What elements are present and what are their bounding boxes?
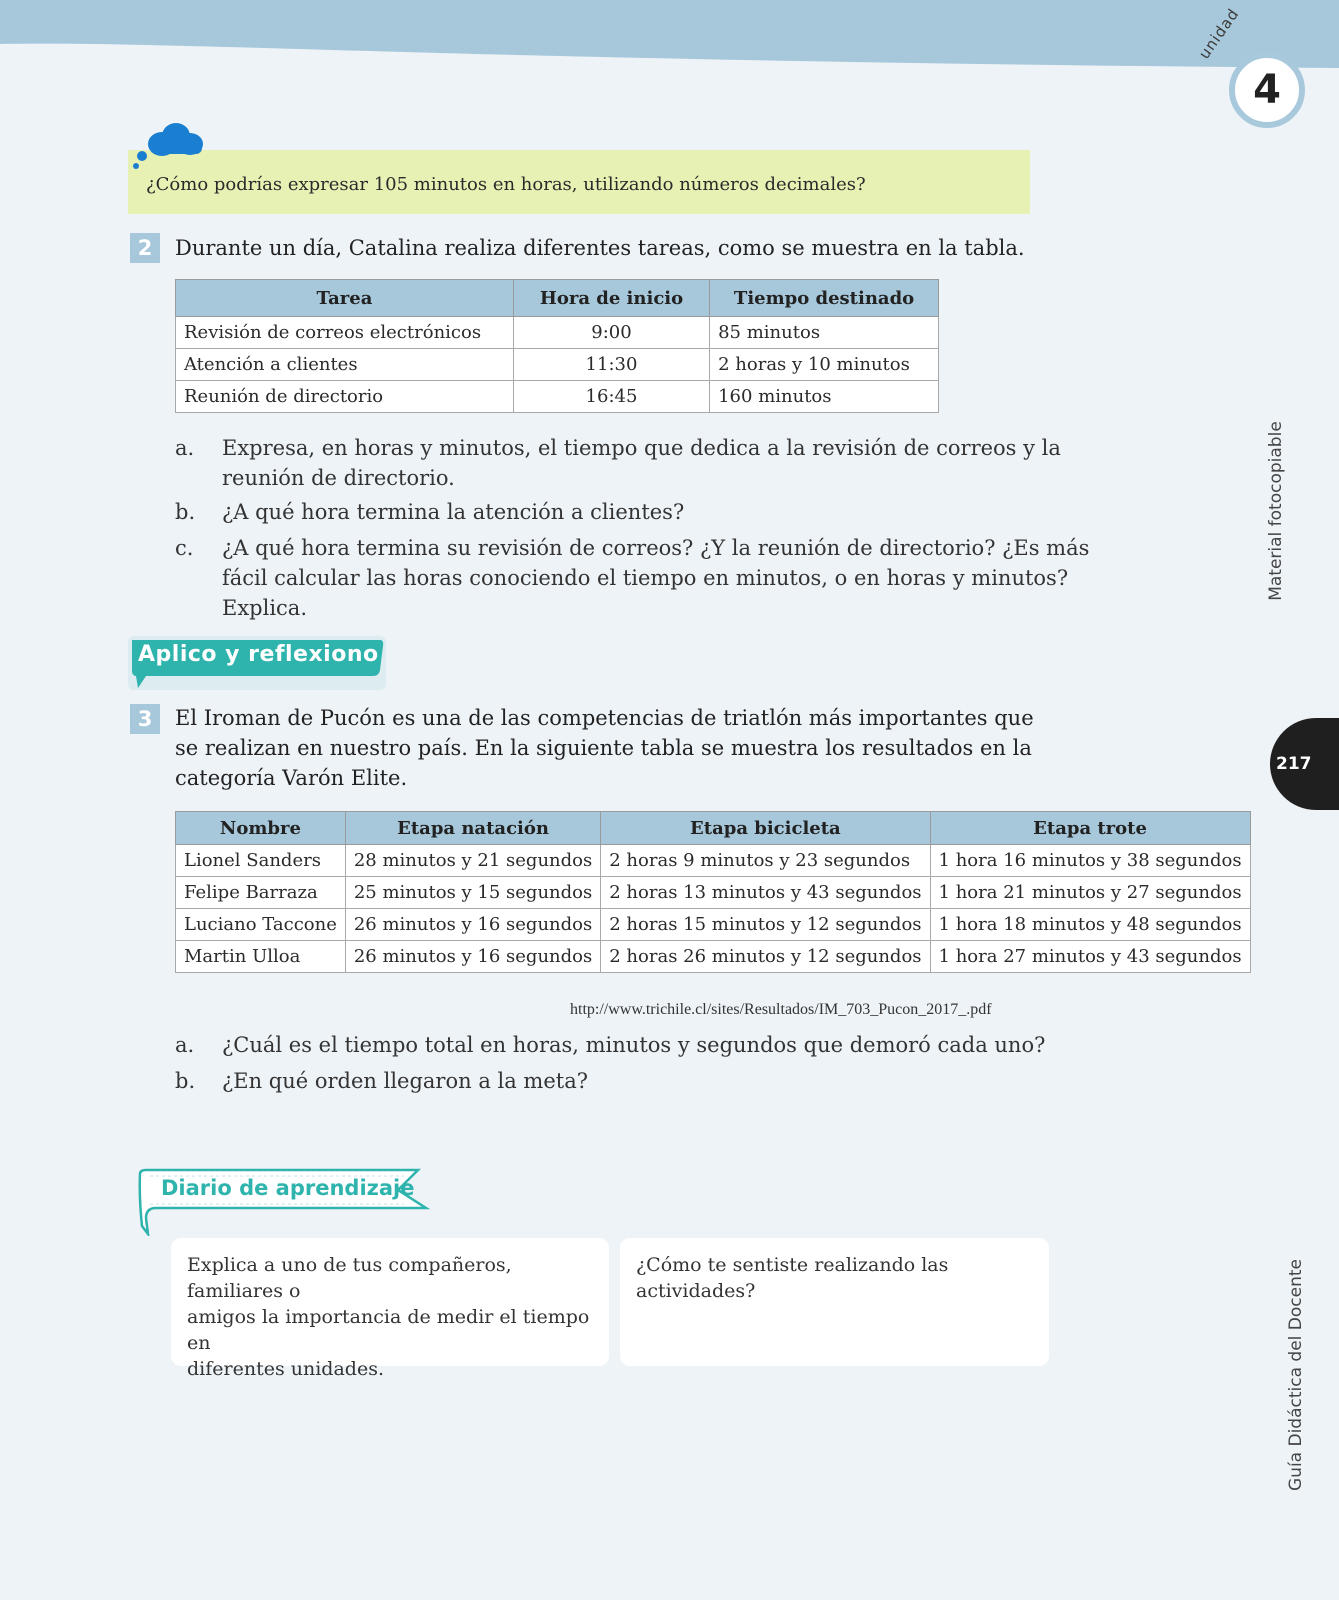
item-text-line: ¿A qué hora termina la atención a clientes? — [222, 500, 685, 524]
table-cell: 2 horas 15 minutos y 12 segundos — [601, 909, 930, 941]
table-cell: 160 minutos — [710, 381, 939, 413]
item-text-line: Explica. — [222, 596, 308, 620]
journal-line: diferentes unidades. — [187, 1358, 384, 1380]
question-box — [128, 150, 1030, 214]
side-label-guide: Guía Didáctica del Docente — [1286, 1259, 1306, 1491]
diario-title: Diario de aprendizaje — [161, 1176, 415, 1200]
table-header: Etapa natación — [345, 812, 600, 845]
table-cell: Martin Ulloa — [176, 941, 346, 973]
item-label: b. — [175, 1069, 196, 1093]
item-label: a. — [175, 1033, 195, 1057]
item-text-line: fácil calcular las horas conociendo el tiempo en minutos, o en horas y minutos? — [222, 566, 1069, 590]
tasks-table — [175, 279, 939, 413]
table-cell: 11:30 — [513, 349, 709, 381]
item-label: b. — [175, 500, 196, 524]
table-header: Etapa bicicleta — [601, 812, 930, 845]
section-banner — [128, 636, 388, 696]
table-cell: 9:00 — [513, 317, 709, 349]
unit-indicator — [1195, 4, 1315, 128]
item-text: ¿Cuál es el tiempo total en horas, minutos y segundos que demoró cada uno? — [222, 1033, 1046, 1057]
exercise3-prompt — [175, 703, 1034, 793]
journal-line: amigos la importancia de medir el tiempo en — [187, 1306, 590, 1354]
table-row — [176, 877, 1251, 909]
table-cell: Lionel Sanders — [176, 845, 346, 877]
table-cell: 2 horas 9 minutos y 23 segundos — [601, 845, 930, 877]
journal-line: ¿Cómo te sentiste realizando las actividades? — [636, 1254, 949, 1302]
prompt-line: El Iroman de Pucón es una de las competencias de triatlón más importantes que — [175, 706, 1034, 730]
diario-banner — [136, 1168, 436, 1236]
table-cell: Atención a clientes — [176, 349, 514, 381]
journal-box — [620, 1238, 1049, 1366]
item-text: ¿En qué orden llegaron a la meta? — [222, 1069, 588, 1093]
table-header: Nombre — [176, 812, 346, 845]
table-row — [176, 317, 939, 349]
exercise-number-badge: 3 — [130, 704, 160, 734]
prompt-line: categoría Varón Elite. — [175, 766, 408, 790]
table-row — [176, 381, 939, 413]
table-row — [176, 349, 939, 381]
table-cell: Reunión de directorio — [176, 381, 514, 413]
table-cell: 16:45 — [513, 381, 709, 413]
section-banner-title: Aplico y reflexiono — [138, 642, 379, 667]
item-label: a. — [175, 436, 195, 460]
results-table — [175, 811, 1251, 973]
thought-cloud-icon — [130, 116, 210, 176]
item-text-line: ¿A qué hora termina su revisión de correos? ¿Y la reunión de directorio? ¿Es más — [222, 536, 1090, 560]
table-cell: 2 horas y 10 minutos — [710, 349, 939, 381]
table-cell: Revisión de correos electrónicos — [176, 317, 514, 349]
unit-word: unidad — [1195, 4, 1243, 63]
table-cell: 1 hora 21 minutos y 27 segundos — [930, 877, 1250, 909]
table-header: Etapa trote — [930, 812, 1250, 845]
exercise2-prompt: Durante un día, Catalina realiza diferentes tareas, como se muestra en la tabla. — [175, 236, 1025, 260]
exercise-number-badge: 2 — [130, 233, 160, 263]
table-cell: 26 minutos y 16 segundos — [345, 941, 600, 973]
table-header-row — [176, 280, 939, 317]
item-text-line: Expresa, en horas y minutos, el tiempo que dedica a la revisión de correos y la — [222, 436, 1061, 460]
table-row — [176, 845, 1251, 877]
table-cell: 1 hora 18 minutos y 48 segundos — [930, 909, 1250, 941]
source-link[interactable]: http://www.trichile.cl/sites/Resultados/IM_703_Pucon_2017_.pdf — [570, 1001, 992, 1018]
table-cell: 1 hora 27 minutos y 43 segundos — [930, 941, 1250, 973]
unit-number: 4 — [1229, 52, 1305, 128]
item-label: c. — [175, 536, 194, 560]
table-cell: 2 horas 13 minutos y 43 segundos — [601, 877, 930, 909]
item-text-line: reunión de directorio. — [222, 466, 455, 490]
table-header: Tarea — [176, 280, 514, 317]
table-header: Hora de inicio — [513, 280, 709, 317]
top-band — [0, 0, 1339, 80]
table-header: Tiempo destinado — [710, 280, 939, 317]
page-number: 217 — [1276, 754, 1312, 774]
table-cell: 1 hora 16 minutos y 38 segundos — [930, 845, 1250, 877]
table-row — [176, 941, 1251, 973]
table-cell: 28 minutos y 21 segundos — [345, 845, 600, 877]
table-cell: 85 minutos — [710, 317, 939, 349]
table-header-row — [176, 812, 1251, 845]
table-cell: Felipe Barraza — [176, 877, 346, 909]
table-row — [176, 909, 1251, 941]
journal-line: Explica a uno de tus compañeros, familiares o — [187, 1254, 512, 1302]
table-cell: Luciano Taccone — [176, 909, 346, 941]
page-number-tab — [1270, 718, 1339, 810]
table-cell: 2 horas 26 minutos y 12 segundos — [601, 941, 930, 973]
side-label-material: Material fotocopiable — [1266, 421, 1286, 601]
prompt-line: se realizan en nuestro país. En la siguiente tabla se muestra los resultados en la — [175, 736, 1032, 760]
table-cell: 26 minutos y 16 segundos — [345, 909, 600, 941]
table-cell: 25 minutos y 15 segundos — [345, 877, 600, 909]
question-text: ¿Cómo podrías expresar 105 minutos en horas, utilizando números decimales? — [146, 174, 866, 195]
journal-box — [171, 1238, 609, 1380]
